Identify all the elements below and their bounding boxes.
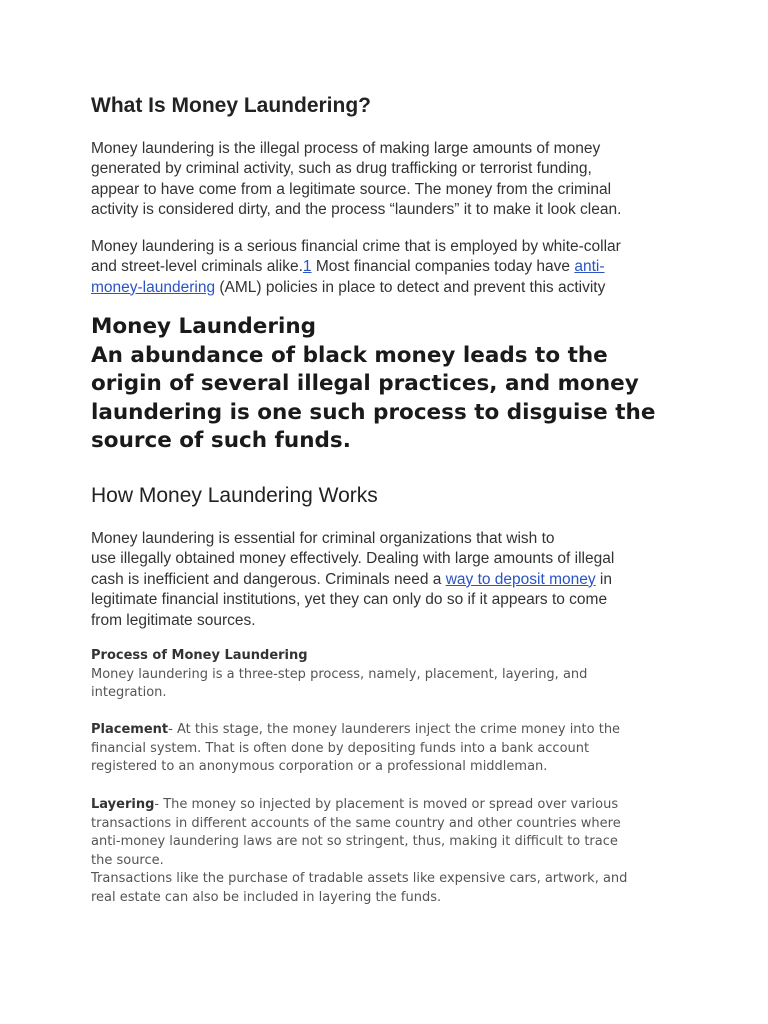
text-line: the source. [91,852,164,868]
text-line: Transactions like the purchase of tradable assets like expensive cars, artwork, and [91,871,628,886]
aml-link-continued[interactable]: money-laundering [91,278,216,296]
text-segment: Most financial companies today have [311,258,575,276]
section-title-how-it-works: How Money Laundering Works [91,484,378,507]
text-line: activity is considered dirty, and the process “launders” it to make it look clean. [91,201,622,219]
process-intro [91,647,691,703]
text-line: from legitimate sources. [91,611,256,629]
section-title-what-is: What Is Money Laundering? [91,94,372,117]
text-line: transactions in different accounts of the same country and other countries where [91,815,621,831]
deposit-money-link[interactable]: way to deposit money [445,570,596,588]
banner-line: origin of several illegal practices, and money [91,371,639,397]
layering-term: Layering [91,797,155,812]
text-line: generated by criminal activity, such as drug trafficking or terrorist funding, [91,160,592,178]
footnote-link[interactable]: 1 [302,258,312,276]
layering-paragraph [91,796,691,907]
banner-line: An abundance of black money leads to the [91,342,608,368]
intro-paragraph [91,139,691,221]
text-line: legitimate financial institutions, yet they can only do so if it appears to come [91,591,608,609]
how-it-works-paragraph [91,529,691,631]
banner-heading [91,313,731,456]
text-line: Money laundering is a serious financial crime that is employed by white-collar [91,238,621,255]
banner-line: laundering is one such process to disguise the [91,399,656,425]
text-line: Money laundering is the illegal process of making large amounts of money [91,140,601,157]
text-segment: in [595,570,612,588]
text-line: financial system. That is often done by depositing funds into a bank account [91,740,590,756]
text-line: real estate can also be included in layering the funds. [91,889,442,905]
process-title: Process of Money Laundering [91,648,308,663]
text-line: registered to an anonymous corporation or a professional middleman. [91,759,548,774]
text-segment: and street-level criminals alike. [91,258,303,276]
banner-title: Money Laundering [91,314,317,339]
text-line: integration. [91,685,167,700]
aml-paragraph [91,237,691,298]
text-line: anti-money laundering laws are not so stringent, thus, making it difficult to trace [91,834,618,849]
aml-link[interactable]: anti- [574,258,605,276]
text-line: appear to have come from a legitimate source. The money from the criminal [91,180,612,198]
text-segment: cash is inefficient and dangerous. Criminals need a [91,570,446,588]
text-line: Money laundering is a three-step process, namely, placement, layering, and [91,666,588,682]
text-segment: - At this stage, the money launderers inject the crime money into the [168,722,621,737]
placement-paragraph [91,721,691,777]
banner-line: source of such funds. [91,428,351,454]
placement-term: Placement [91,722,169,737]
text-line: use illegally obtained money effectively. Dealing with large amounts of illegal [91,550,615,568]
text-segment: - The money so injected by placement is moved or spread over various [154,797,619,812]
text-segment: (AML) policies in place to detect and prevent this activity [215,278,606,296]
text-line: Money laundering is essential for criminal organizations that wish to [91,530,555,547]
